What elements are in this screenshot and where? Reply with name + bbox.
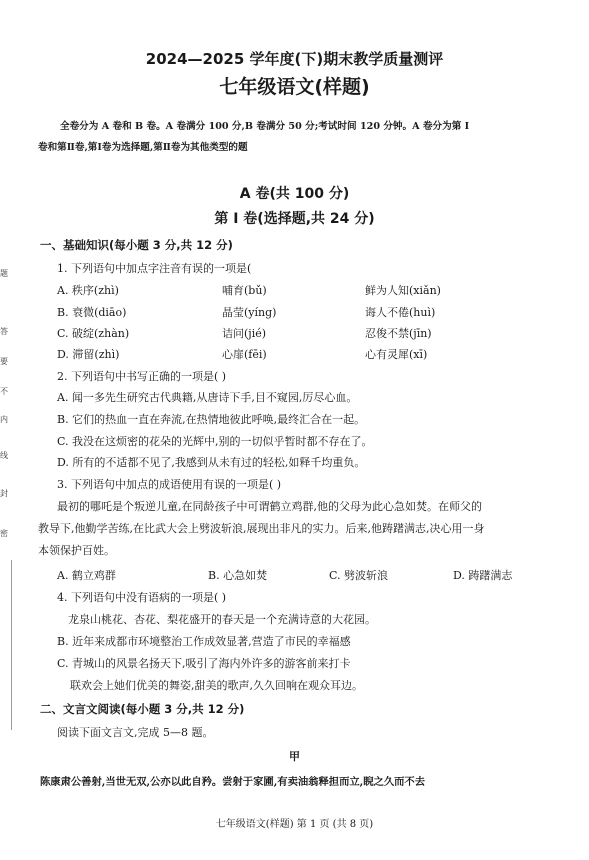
passage-line: 最初的哪吒是个叛逆儿童,在同龄孩子中可谓鹤立鸡群,他的父母为此心急如焚。在师父的 (57, 500, 482, 513)
text-label: 甲 (289, 750, 300, 763)
classical-text-line: 陈康肃公善射,当世无双,公亦以此自矜。尝射于家圃,有卖油翁释担而立,睨之久而不去 (40, 776, 426, 788)
passage-line: 本领保护百姓。 (38, 544, 115, 557)
question-stem: 4. 下列语句中没有语病的一项是( ) (57, 591, 227, 604)
part-one-heading: 第 Ⅰ 卷(选择题,共 24 分) (214, 211, 375, 227)
option-cell: C. 破绽(zhàn) (57, 327, 130, 340)
option-cell: B. 心急如焚 (208, 569, 268, 582)
option-line: B. 近年来成都市环境整治工作成效显著,营造了市民的幸福感 (57, 635, 351, 648)
option-line: C. 青城山的风景名扬天下,吸引了海内外许多的游客前来打卡 (57, 657, 351, 670)
option-line: A. 闻一多先生研究古代典籍,从唐诗下手,目不窥园,厉尽心血。 (57, 391, 358, 404)
exam-title: 2024—2025 学年度(下)期末教学质量测评 (145, 50, 444, 68)
option-cell: C. 劈波斩浪 (329, 569, 389, 582)
margin-mark: 内 (0, 415, 8, 424)
option-line: D. 所有的不适都不见了,我感到从未有过的轻松,如释千均重负。 (57, 456, 366, 469)
option-cell: 哺育(bǔ) (222, 284, 267, 297)
instructions-line: 卷和第Ⅱ卷,第Ⅰ卷为选择题,第Ⅱ卷为其他类型的题 (38, 142, 248, 153)
option-cell: 诲人不倦(huì) (365, 306, 436, 319)
group-heading: 一、基础知识(每小题 3 分,共 12 分) (40, 238, 233, 252)
margin-mark: 封 (0, 489, 8, 498)
margin-mark: 密 (0, 529, 8, 538)
instructions-line: 全卷分为 A 卷和 B 卷。A 卷满分 100 分,B 卷满分 50 分;考试时间 120 分钟。A 卷分为第 Ⅰ (60, 121, 470, 132)
exam-subtitle: 七年级语文(样题) (219, 76, 370, 98)
margin-mark: 要 (0, 357, 8, 366)
margin-mark: 答 (0, 327, 8, 336)
option-cell: D. 踌躇满志 (453, 569, 513, 582)
margin-mark: 线 (0, 451, 8, 460)
margin-mark: 不 (0, 387, 8, 396)
section-a-heading: A 卷(共 100 分) (239, 186, 350, 202)
page-footer: 七年级语文(样题) 第 1 页 (共 8 页) (215, 819, 374, 830)
group-heading: 二、文言文阅读(每小题 3 分,共 12 分) (40, 702, 245, 716)
option-cell: B. 衰微(diāo) (57, 306, 127, 319)
option-cell: 鲜为人知(xiǎn) (365, 284, 441, 297)
option-line: 龙泉山桃花、杏花、梨花盛开的春天是一个充满诗意的大花园。 (68, 613, 376, 626)
option-cell: 心有灵犀(xī) (365, 348, 428, 361)
option-line: B. 它们的热血一直在奔流,在热情地彼此呼唤,最终汇合在一起。 (57, 413, 366, 426)
reading-instruction: 阅读下面文言文,完成 5—8 题。 (57, 726, 214, 739)
question-stem: 1. 下列语句中加点字注音有误的一项是( (57, 262, 252, 275)
margin-mark: 题 (0, 269, 8, 278)
question-stem: 2. 下列语句中书写正确的一项是( ) (57, 370, 227, 383)
question-stem: 3. 下列语句中加点的成语使用有误的一项是( ) (57, 478, 282, 491)
option-cell: D. 滞留(zhì) (57, 348, 120, 361)
option-cell: 诘问(jié) (222, 327, 267, 340)
option-cell: A. 秩序(zhì) (57, 284, 119, 297)
option-cell: 晶莹(yíng) (222, 306, 277, 319)
option-line: 联欢会上她们优美的舞姿,甜美的歌声,久久回响在观众耳边。 (70, 679, 363, 692)
binding-line (11, 560, 12, 730)
option-cell: 忍俊不禁(jīn) (365, 327, 432, 340)
option-line: C. 我没在这烦密的花朵的光辉中,别的一切似乎暂时都不存在了。 (57, 435, 373, 448)
passage-line: 教导下,他勤学苦练,在比武大会上劈波斩浪,展现出非凡的实力。后来,他踌躇满志,决心用一身 (38, 522, 485, 535)
option-cell: A. 鹤立鸡群 (57, 569, 116, 582)
option-cell: 心扉(fēi) (222, 348, 267, 361)
